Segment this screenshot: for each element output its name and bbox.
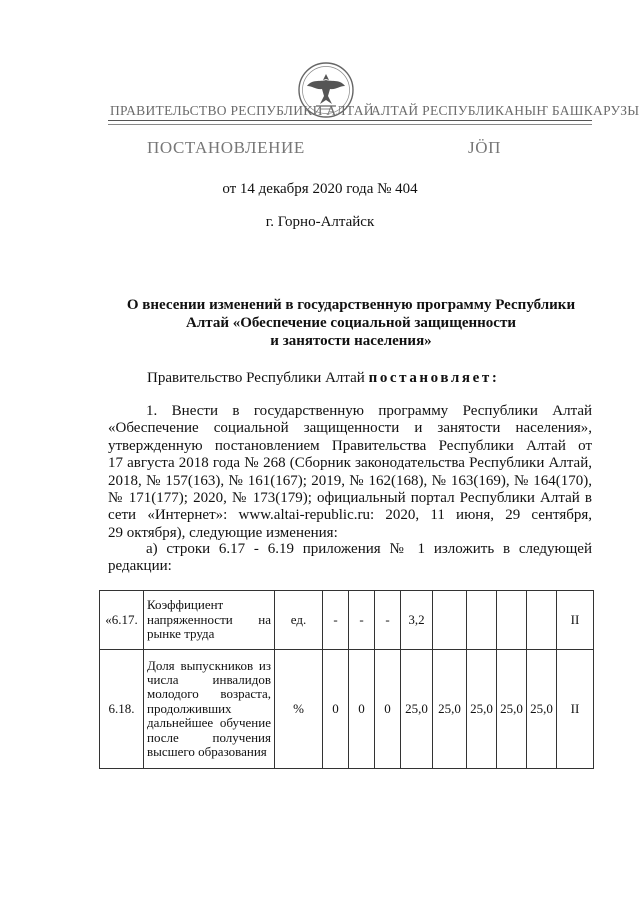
paragraph-line: 29 октября), следующие изменения: — [108, 524, 338, 541]
paragraph-line: 2018, № 157(163), № 161(167); 2019, № 162(168), № 163(169), № 164(170), — [108, 472, 592, 489]
table-row — [100, 650, 594, 769]
value-cell: 3,2 — [401, 591, 433, 650]
value-cell: - — [349, 591, 375, 650]
header-left-title: ПРАВИТЕЛЬСТВО РЕСПУБЛИКИ АЛТАЙ — [110, 103, 374, 118]
value-cell: 0 — [349, 650, 375, 769]
paragraph-1 — [108, 403, 592, 542]
value-cell — [497, 591, 527, 650]
indicators-table — [99, 590, 594, 769]
indicator-name: Коэффициент напряженности на рынке труда — [144, 591, 275, 650]
paragraph-line: а) строки 6.17 - 6.19 приложения № 1 изложить в следующей — [146, 541, 592, 557]
title-line: О внесении изменений в государственную программу Республики — [126, 297, 576, 313]
value-cell: 25,0 — [401, 650, 433, 769]
paragraph-line: «Обеспечение социальной защищенности и занятости населения», — [108, 420, 592, 437]
doc-type-altai: ЈӦП — [468, 138, 501, 157]
row-number: 6.18. — [100, 650, 144, 769]
value-cell: 25,0 — [527, 650, 557, 769]
paragraph-line: 1. Внести в государственную программу Республики Алтай — [146, 403, 592, 419]
row-number: «6.17. — [100, 591, 144, 650]
paragraph-line: 17 августа 2018 года № 268 (Сборник законодательства Республики Алтай, — [108, 455, 592, 472]
doc-type-russian: ПОСТАНОВЛЕНИЕ — [147, 138, 305, 157]
indicator-name: Доля выпускников из числа инвалидов молодого возраста, продолживших дальнейшее обучение после получения высшего образования — [144, 650, 275, 769]
type-cell: II — [557, 591, 594, 650]
paragraph-line: утвержденную постановлением Правительства Республики Алтай от — [108, 437, 592, 454]
document-city: г. Горно-Алтайск — [265, 214, 375, 230]
value-cell: - — [323, 591, 349, 650]
value-cell — [433, 591, 467, 650]
title-line: и занятости населения» — [270, 333, 432, 349]
value-cell: 25,0 — [497, 650, 527, 769]
paragraph-line: сети «Интернет»: www.altai-republic.ru: 2020, 11 июня, 29 сентября, — [108, 507, 592, 524]
title-line: Алтай «Обеспечение социальной защищенности — [186, 315, 516, 331]
value-cell: 25,0 — [467, 650, 497, 769]
intro-spaced: постановляет: — [368, 370, 500, 386]
header-divider — [108, 120, 592, 121]
value-cell — [467, 591, 497, 650]
paragraph-line: № 171(177); 2020, № 173(179); официальный портал Республики Алтай в — [108, 489, 592, 506]
unit-cell: ед. — [275, 591, 323, 650]
value-cell: - — [375, 591, 401, 650]
value-cell: 25,0 — [433, 650, 467, 769]
value-cell — [527, 591, 557, 650]
subparagraph-a — [108, 541, 592, 576]
document-title — [110, 296, 592, 350]
type-cell: II — [557, 650, 594, 769]
table-row — [100, 591, 594, 650]
document-date: от 14 декабря 2020 года № 404 — [222, 181, 418, 197]
header-right-title: АЛТАЙ РЕСПУБЛИКАНЫҤ БАШКАРУЗЫ — [371, 103, 640, 118]
paragraph-line: редакции: — [108, 558, 172, 575]
value-cell: 0 — [323, 650, 349, 769]
unit-cell: % — [275, 650, 323, 769]
value-cell: 0 — [375, 650, 401, 769]
intro-text: Правительство Республики Алтай — [147, 370, 369, 386]
resolution-intro — [147, 370, 499, 387]
header-divider-thin — [108, 124, 592, 125]
